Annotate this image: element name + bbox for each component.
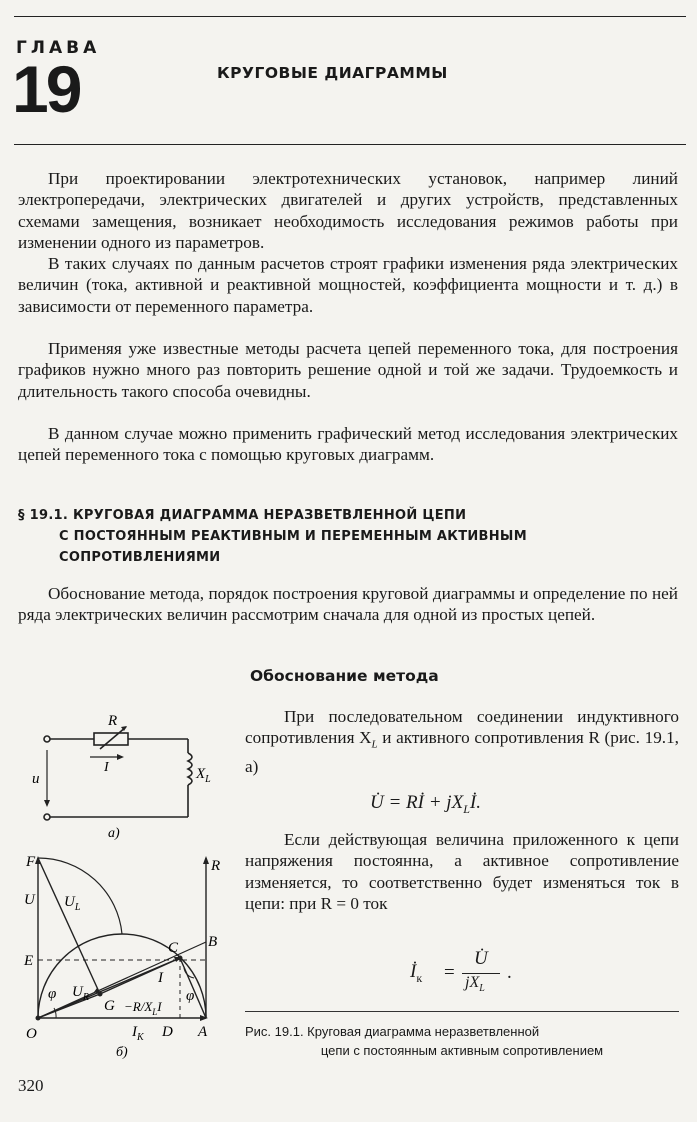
formula-current-lhs-sub: к bbox=[416, 970, 423, 985]
point-O bbox=[36, 1016, 41, 1021]
label-B: B bbox=[208, 934, 218, 950]
figure-a-tag: а) bbox=[108, 826, 120, 841]
label-Ik-sub: K bbox=[137, 1032, 144, 1043]
right-paragraph-1-text: При последовательном соединении индуктивного сопротивления X bbox=[245, 707, 679, 748]
right-paragraph-1 bbox=[245, 706, 679, 777]
label-phi-left: φ bbox=[48, 986, 57, 1002]
vector-UL bbox=[38, 858, 100, 994]
label-UR-sub: R bbox=[82, 992, 89, 1003]
label-UR-main: U bbox=[72, 984, 83, 1000]
label-minus-RX-tail: I bbox=[157, 999, 162, 1014]
section-heading-line-3: СОПРОТИВЛЕНИЯМИ bbox=[59, 550, 221, 565]
intro-paragraph-4: В данном случае можно применить графический метод исследования электрических цепей переменного тока с помощью круговых диаграмм. bbox=[18, 424, 678, 465]
intro-paragraph-3: Применяя уже известные методы расчета цепей переменного тока, для построения графиков нужно много раз повторить решение одной и той же задачи. Трудоемкость и длительность такого способа очевидны. bbox=[18, 339, 678, 401]
top-rule bbox=[14, 16, 686, 17]
page-number: 320 bbox=[18, 1076, 44, 1095]
terminal-top bbox=[44, 736, 50, 742]
label-u: u bbox=[32, 771, 40, 787]
label-O: O bbox=[26, 1026, 37, 1042]
label-R-axis: R bbox=[211, 858, 221, 874]
figure-b-tag: б) bbox=[116, 1045, 128, 1060]
subheading: Обоснование метода bbox=[250, 667, 439, 685]
chapter-title: КРУГОВЫЕ ДИАГРАММЫ bbox=[217, 64, 448, 82]
terminal-bottom bbox=[44, 814, 50, 820]
voltage-arc bbox=[38, 858, 122, 934]
label-UL-main: U bbox=[64, 894, 75, 910]
label-Ik bbox=[131, 1024, 145, 1043]
label-Ik-main: I bbox=[132, 1024, 137, 1040]
right-paragraph-1-tail: и активного сопротивления R (рис. 19.1, а) bbox=[245, 728, 679, 777]
label-UL bbox=[64, 894, 81, 913]
arrowhead-A bbox=[200, 1015, 208, 1021]
arrowhead-F bbox=[35, 856, 41, 864]
label-A: A bbox=[198, 1024, 208, 1040]
figure-caption bbox=[245, 1022, 679, 1060]
formula-current-lhs bbox=[410, 961, 422, 986]
label-E: E bbox=[24, 953, 34, 969]
formula-current-den-sub: L bbox=[479, 983, 485, 995]
current-circle bbox=[38, 934, 206, 1018]
label-phi-right: φ bbox=[186, 988, 195, 1004]
circle-diagram bbox=[8, 848, 236, 1066]
intro-paragraph-1: При проектировании электротехнических установок, например линий электропередачи, электрических двигателей и других устройств, представленных схемами замещения, возникает необходимость исследования режимов работы при изменении одного из параметров. bbox=[18, 169, 678, 252]
label-R: R bbox=[108, 713, 118, 729]
formula-current-num: U̇ bbox=[474, 948, 488, 969]
section-heading-line-1: § 19.1. КРУГОВАЯ ДИАГРАММА НЕРАЗВЕТВЛЕННОЙ ЦЕПИ bbox=[18, 508, 467, 523]
right-paragraph-2: Если действующая величина приложенного к цепи напряжения постоянна, а активное сопротивление изменяется, то соответственно будет изменяться ток в цепи: при R = 0 ток bbox=[245, 830, 679, 913]
section-paragraph: Обоснование метода, порядок построения круговой диаграммы и определение по ней ряда электрических величин рассмотрим сначала для одной из простых цепей. bbox=[18, 584, 678, 625]
caption-line-1: Рис. 19.1. Круговая диаграмма неразветвленной bbox=[245, 1024, 540, 1039]
formula-voltage-main: U̇ = Rİ + jX bbox=[370, 792, 464, 813]
label-G: G bbox=[104, 998, 115, 1014]
current-arrowhead bbox=[117, 754, 124, 760]
label-F: F bbox=[26, 854, 36, 870]
section-heading-line-2: С ПОСТОЯННЫМ РЕАКТИВНЫМ И ПЕРЕМЕННЫМ АКТИВНЫМ bbox=[59, 529, 527, 544]
label-minus-RX-sub: L bbox=[152, 1007, 158, 1017]
formula-current-lhs-text: İ bbox=[410, 961, 417, 982]
formula-current-den-text: jX bbox=[465, 974, 480, 991]
label-I: I bbox=[104, 760, 109, 775]
right-paragraph-1-sub: L bbox=[371, 738, 378, 751]
vector-G-C bbox=[100, 958, 180, 994]
point-G bbox=[98, 992, 103, 997]
intro-paragraph-2: В таких случаях по данным расчетов строят графики изменения ряда электрических величин (тока, активной и реактивной мощностей, коэффициента мощности и т. д.) в зависимости от переменного параметра. bbox=[18, 254, 678, 316]
caption-rule bbox=[245, 1011, 679, 1012]
label-D: D bbox=[162, 1024, 173, 1040]
label-XL bbox=[195, 766, 211, 785]
formula-voltage-tail: İ. bbox=[469, 792, 481, 813]
formula-current-eq: = bbox=[444, 962, 455, 983]
label-C: C bbox=[168, 940, 179, 956]
inductor bbox=[188, 753, 192, 785]
section-heading bbox=[18, 505, 658, 568]
line-O-B bbox=[38, 942, 206, 1018]
formula-current-end: . bbox=[507, 962, 512, 983]
caption-line-2: цепи с постоянным активным сопротивлением bbox=[320, 1043, 604, 1058]
label-X: X bbox=[196, 766, 206, 782]
chapter-number: 19 bbox=[12, 52, 80, 126]
label-X-sub: L bbox=[205, 774, 211, 785]
chapter-word: ГЛАВА bbox=[16, 38, 101, 58]
point-C bbox=[178, 956, 183, 961]
formula-voltage bbox=[370, 792, 481, 817]
label-minus-R-XL bbox=[124, 999, 162, 1017]
label-I-vector: I bbox=[158, 970, 163, 986]
formula-voltage-sub: L bbox=[463, 801, 470, 816]
formula-current bbox=[410, 948, 520, 998]
circuit-diagram bbox=[10, 705, 225, 845]
label-minus-RX-main: −R/X bbox=[124, 999, 153, 1014]
label-U: U bbox=[24, 892, 35, 908]
header-rule bbox=[14, 144, 686, 145]
arrowhead-R bbox=[203, 856, 209, 864]
formula-current-den bbox=[465, 974, 485, 994]
label-UL-sub: L bbox=[74, 902, 81, 913]
voltage-arrowhead bbox=[44, 800, 50, 807]
